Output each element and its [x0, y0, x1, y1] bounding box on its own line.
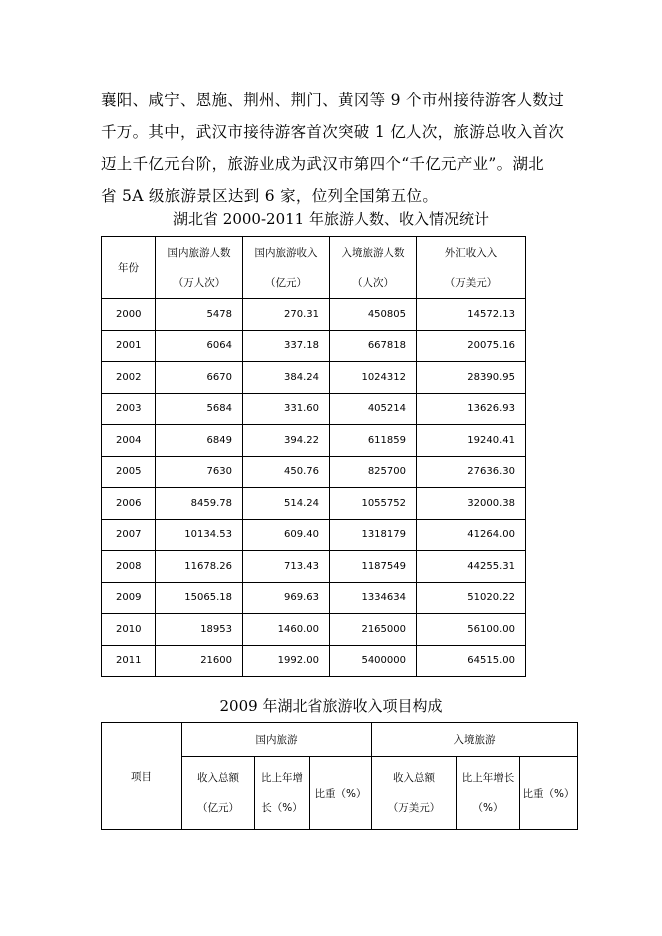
- table2-group-row: [102, 723, 578, 757]
- cell-inbound-visitors: 611859: [330, 425, 417, 457]
- tourism-stats-table: [101, 236, 526, 677]
- cell-domestic-income: 969.63: [243, 582, 330, 614]
- table1-header-row: [102, 237, 526, 299]
- inbound-total-header: 收入总额 （万美元）: [372, 757, 457, 830]
- cell-forex-income: 27636.30: [417, 456, 526, 488]
- cell-domestic-visitors: 7630: [156, 456, 243, 488]
- table-row: [102, 551, 526, 583]
- cell-forex-income: 56100.00: [417, 614, 526, 646]
- cell-year: 2011: [102, 645, 156, 677]
- cell-forex-income: 64515.00: [417, 645, 526, 677]
- domestic-total-header: 收入总额 （亿元）: [182, 757, 255, 830]
- cell-domestic-income: 384.24: [243, 362, 330, 394]
- cell-domestic-income: 609.40: [243, 519, 330, 551]
- cell-inbound-visitors: 825700: [330, 456, 417, 488]
- cell-domestic-visitors: 6670: [156, 362, 243, 394]
- cell-year: 2009: [102, 582, 156, 614]
- cell-domestic-visitors: 21600: [156, 645, 243, 677]
- cell-year: 2001: [102, 330, 156, 362]
- cell-forex-income: 14572.13: [417, 299, 526, 331]
- cell-year: 2007: [102, 519, 156, 551]
- table-row: [102, 645, 526, 677]
- cell-domestic-visitors: 6849: [156, 425, 243, 457]
- table-row: [102, 425, 526, 457]
- cell-domestic-income: 331.60: [243, 393, 330, 425]
- cell-inbound-visitors: 1334634: [330, 582, 417, 614]
- cell-domestic-visitors: 6064: [156, 330, 243, 362]
- table2-title: 2009 年湖北省旅游收入项目构成: [219, 697, 443, 715]
- cell-inbound-visitors: 1318179: [330, 519, 417, 551]
- cell-domestic-visitors: 11678.26: [156, 551, 243, 583]
- header-inbound-visitors: 入境旅游人数 （人次）: [330, 237, 417, 299]
- cell-year: 2010: [102, 614, 156, 646]
- cell-forex-income: 51020.22: [417, 582, 526, 614]
- intro-paragraph: [101, 84, 571, 212]
- cell-year: 2005: [102, 456, 156, 488]
- cell-inbound-visitors: 405214: [330, 393, 417, 425]
- paragraph-line: 迈上千亿元台阶，旅游业成为武汉市第四个“千亿元产业”。湖北: [101, 155, 545, 173]
- cell-domestic-income: 450.76: [243, 456, 330, 488]
- cell-forex-income: 32000.38: [417, 488, 526, 520]
- cell-inbound-visitors: 1024312: [330, 362, 417, 394]
- cell-domestic-visitors: 5478: [156, 299, 243, 331]
- cell-domestic-income: 1460.00: [243, 614, 330, 646]
- cell-forex-income: 44255.31: [417, 551, 526, 583]
- header-year: 年份: [102, 237, 156, 299]
- cell-inbound-visitors: 2165000: [330, 614, 417, 646]
- table-row: [102, 393, 526, 425]
- cell-forex-income: 19240.41: [417, 425, 526, 457]
- income-composition-table: [101, 722, 578, 830]
- cell-domestic-visitors: 10134.53: [156, 519, 243, 551]
- group-inbound-header: 入境旅游: [372, 723, 578, 757]
- paragraph-line: 襄阳、咸宁、恩施、荆州、荆门、黄冈等 9 个市州接待游客人数过: [101, 91, 565, 109]
- table-row: [102, 614, 526, 646]
- cell-year: 2008: [102, 551, 156, 583]
- item-header: 项目: [102, 723, 182, 830]
- cell-domestic-visitors: 8459.78: [156, 488, 243, 520]
- cell-year: 2004: [102, 425, 156, 457]
- table1-title: 湖北省 2000-2011 年旅游人数、收入情况统计: [173, 210, 489, 228]
- cell-forex-income: 41264.00: [417, 519, 526, 551]
- cell-domestic-visitors: 15065.18: [156, 582, 243, 614]
- cell-inbound-visitors: 5400000: [330, 645, 417, 677]
- paragraph-line: 千万。其中，武汉市接待游客首次突破 1 亿人次，旅游总收入首次: [101, 123, 565, 141]
- cell-domestic-income: 337.18: [243, 330, 330, 362]
- table-row: [102, 362, 526, 394]
- group-domestic-header: 国内旅游: [182, 723, 372, 757]
- inbound-share-header: 比重（%）: [520, 757, 578, 830]
- cell-inbound-visitors: 667818: [330, 330, 417, 362]
- cell-domestic-income: 1992.00: [243, 645, 330, 677]
- domestic-share-header: 比重（%）: [310, 757, 372, 830]
- table-row: [102, 582, 526, 614]
- cell-domestic-visitors: 5684: [156, 393, 243, 425]
- cell-forex-income: 13626.93: [417, 393, 526, 425]
- cell-domestic-income: 713.43: [243, 551, 330, 583]
- header-domestic-visitors: 国内旅游人数 （万人次）: [156, 237, 243, 299]
- cell-year: 2000: [102, 299, 156, 331]
- cell-forex-income: 20075.16: [417, 330, 526, 362]
- cell-forex-income: 28390.95: [417, 362, 526, 394]
- table-row: [102, 488, 526, 520]
- cell-year: 2006: [102, 488, 156, 520]
- cell-domestic-income: 514.24: [243, 488, 330, 520]
- cell-domestic-income: 270.31: [243, 299, 330, 331]
- table-row: [102, 456, 526, 488]
- header-domestic-income: 国内旅游收入 （亿元）: [243, 237, 330, 299]
- cell-domestic-visitors: 18953: [156, 614, 243, 646]
- header-forex-income: 外汇收入入 （万美元）: [417, 237, 526, 299]
- inbound-growth-header: 比上年增长 （%）: [457, 757, 520, 830]
- table-row: [102, 299, 526, 331]
- cell-domestic-income: 394.22: [243, 425, 330, 457]
- table-row: [102, 519, 526, 551]
- cell-inbound-visitors: 1187549: [330, 551, 417, 583]
- cell-year: 2003: [102, 393, 156, 425]
- domestic-growth-header: 比上年增 长（%）: [255, 757, 310, 830]
- cell-year: 2002: [102, 362, 156, 394]
- cell-inbound-visitors: 450805: [330, 299, 417, 331]
- table-row: [102, 330, 526, 362]
- cell-inbound-visitors: 1055752: [330, 488, 417, 520]
- paragraph-line: 省 5A 级旅游景区达到 6 家，位列全国第五位。: [101, 187, 439, 205]
